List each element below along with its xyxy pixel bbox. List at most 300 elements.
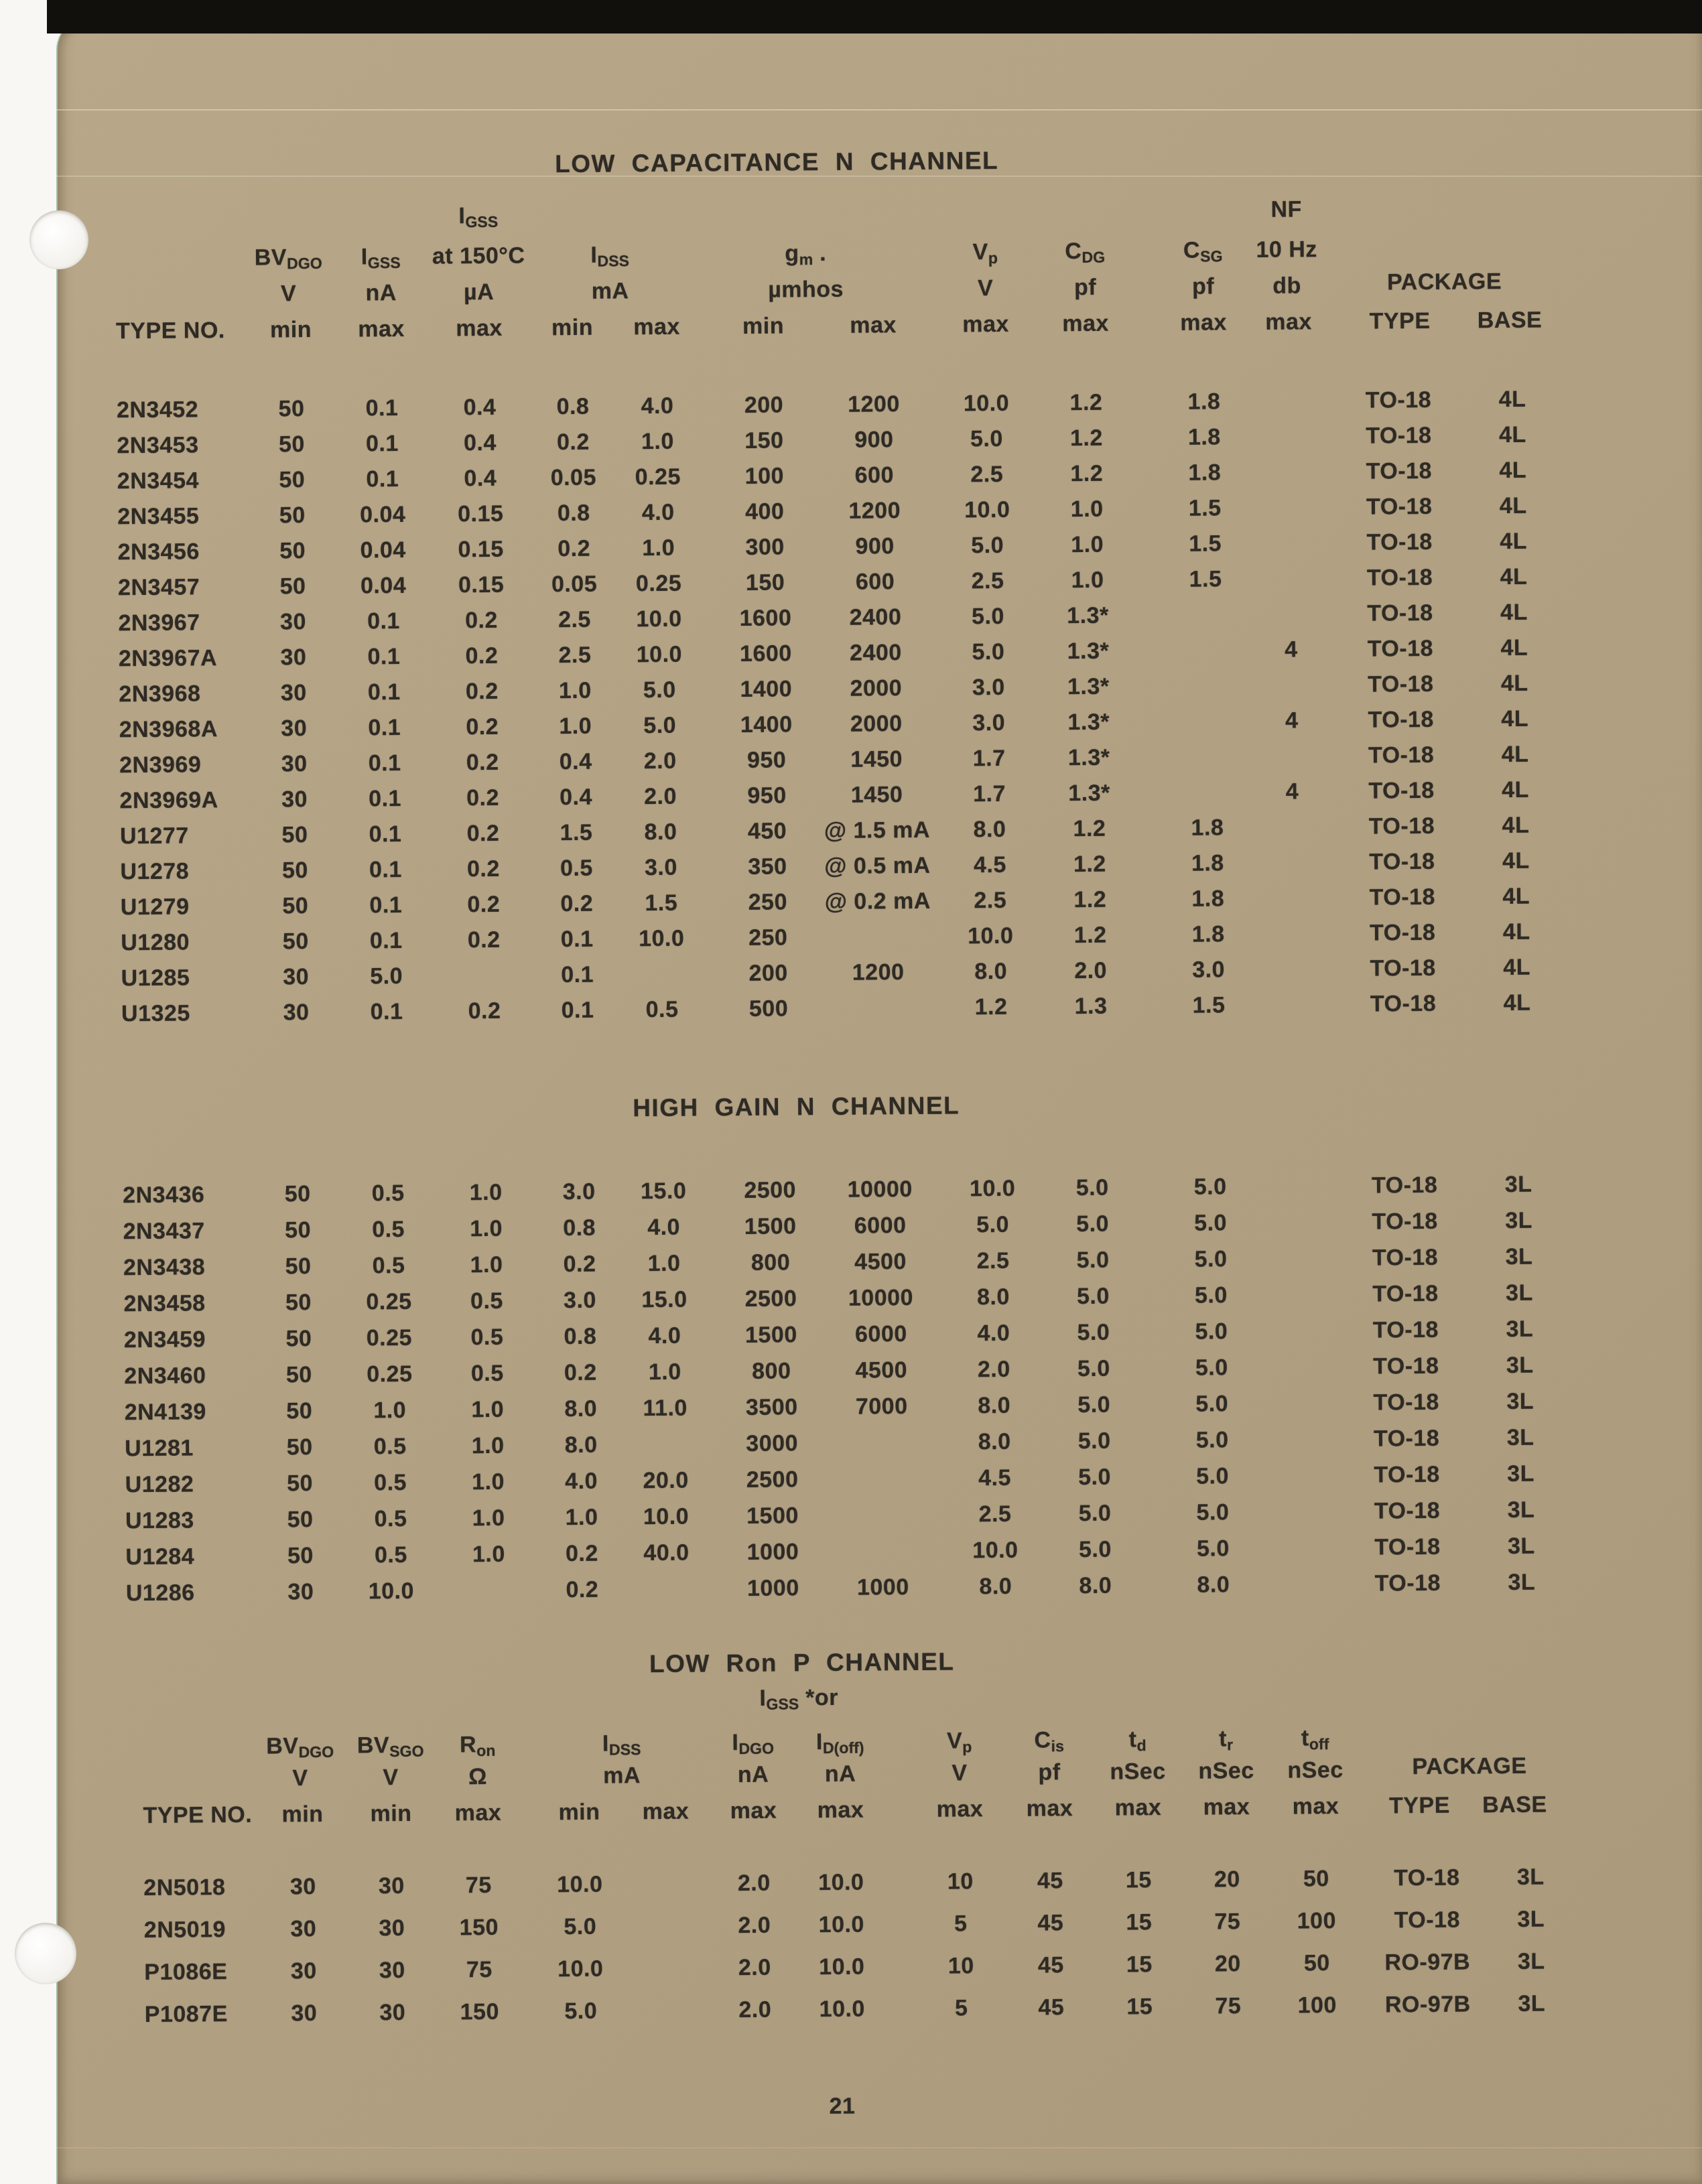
cell: 0.2 (466, 856, 500, 882)
cell: 1.8 (1187, 389, 1221, 415)
col-header: $g_m$ . (785, 240, 827, 268)
cell: 0.5 (470, 1324, 504, 1351)
cell: 4L (1500, 563, 1528, 590)
cell: 1.2 (1069, 425, 1103, 452)
type-no: U1279 (120, 894, 190, 920)
cell: 0.25 (635, 570, 682, 597)
cell: 50 (278, 431, 305, 458)
minmax-label: max (633, 314, 680, 340)
col-header: $BV_{DGO}$ (254, 245, 322, 272)
cell: 0.4 (463, 394, 497, 421)
cell: 4L (1501, 705, 1529, 732)
cell: TO-18 (1366, 564, 1433, 591)
cell: 1500 (744, 1213, 797, 1239)
cell: 1.0 (565, 1504, 598, 1531)
cell: 0.1 (365, 395, 399, 421)
cell: 45 (1037, 1868, 1063, 1894)
cell: 950 (746, 747, 787, 773)
cell: 1.3 (1074, 993, 1108, 1020)
minmax-label: min (558, 1799, 600, 1826)
cell: 1.5 (1188, 495, 1222, 521)
type-no: U1281 (125, 1435, 194, 1462)
minmax-label: min (370, 1800, 412, 1827)
cell: 900 (854, 427, 894, 453)
col-header: $BV_{SGO}$ (356, 1732, 424, 1760)
col-header: $R_{on}$ (459, 1732, 496, 1759)
cell: 30 (280, 644, 307, 671)
cell: 8.0 (978, 1428, 1011, 1455)
cell: TO-18 (1366, 422, 1432, 449)
cell: 0.05 (550, 464, 597, 491)
cell: 50 (285, 1253, 312, 1280)
cell: 0.5 (560, 855, 593, 882)
cell: TO-18 (1369, 919, 1436, 946)
table-subtitle: $I_{GSS}$ *or (759, 1684, 839, 1713)
cell: 1.0 (559, 713, 592, 740)
type-no: 2N4139 (124, 1399, 207, 1426)
cell: 6000 (854, 1213, 907, 1239)
cell: 150 (745, 569, 785, 596)
minmax-label: max (1292, 1793, 1339, 1820)
type-no: 2N3438 (123, 1254, 206, 1281)
cell: 450 (747, 818, 787, 844)
cell: 1600 (739, 605, 792, 632)
cell: 0.1 (369, 785, 402, 812)
cell: 150 (460, 1998, 500, 2025)
type-no-header: TYPE NO. (143, 1801, 253, 1829)
cell: 1450 (850, 746, 903, 772)
cell: 0.4 (560, 784, 593, 811)
cell: 5.0 (1076, 1211, 1110, 1237)
cell: 10.0 (819, 1954, 865, 1980)
cell: 2.5 (970, 461, 1004, 488)
cell: 350 (748, 854, 787, 880)
cell: 30 (287, 1579, 314, 1605)
cell: 45 (1037, 1910, 1064, 1936)
type-no-header: TYPE NO. (115, 318, 225, 344)
cell: 0.15 (457, 500, 504, 527)
type-no: 2N3456 (117, 539, 200, 565)
cell: 5.0 (564, 1998, 598, 2025)
cell: 4L (1502, 847, 1530, 874)
type-no: 2N3459 (123, 1326, 206, 1353)
cell: 3500 (745, 1394, 798, 1420)
col-header: 10 Hz (1256, 236, 1317, 263)
cell: 4.0 (648, 1322, 681, 1349)
cell: 5.0 (1194, 1246, 1228, 1272)
unit-label: nSec (1110, 1759, 1166, 1785)
cell: 1.5 (1192, 992, 1226, 1018)
cell: 0.1 (368, 714, 401, 741)
cell: 4L (1502, 918, 1530, 945)
cell: 0.5 (470, 1360, 504, 1387)
cell: 4L (1498, 421, 1526, 448)
cell: 50 (285, 1290, 312, 1316)
cell: 1.0 (470, 1251, 503, 1278)
cell: 75 (1215, 1993, 1242, 2019)
cell: 4.0 (641, 499, 675, 526)
cell: 150 (459, 1914, 499, 1941)
cell: 11.0 (643, 1395, 688, 1422)
cell: 950 (747, 782, 787, 809)
cell: 1.0 (472, 1505, 505, 1531)
cell: 45 (1038, 1994, 1065, 2021)
cell: 1.3* (1067, 673, 1110, 700)
col-header: $BV_{DGO}$ (266, 1733, 334, 1761)
cell: 1600 (739, 640, 792, 667)
unit-label: pf (1073, 274, 1097, 301)
cell: 2500 (744, 1177, 797, 1203)
cell: 1.0 (472, 1469, 505, 1495)
cell: TO-18 (1394, 1907, 1461, 1933)
cell: 30 (379, 1957, 405, 1984)
cell: 0.2 (466, 749, 499, 776)
cell: 45 (1037, 1952, 1064, 1978)
cell: 4.0 (647, 1214, 681, 1241)
cell: 3.0 (1192, 957, 1226, 983)
cell: 1.2 (974, 994, 1008, 1020)
cell: 5.0 (1194, 1210, 1228, 1236)
package-subheader: BASE (1482, 1791, 1547, 1818)
unit-label: V (292, 1765, 308, 1791)
cell: 3L (1507, 1460, 1535, 1487)
cell: 75 (1214, 1909, 1241, 1935)
cell: 30 (290, 1958, 317, 1984)
cell: 1.5 (1189, 531, 1222, 557)
cell: 150 (744, 427, 784, 454)
cell: 2500 (744, 1286, 797, 1312)
cell: 0.4 (464, 465, 497, 492)
cell: 1.0 (469, 1179, 503, 1206)
type-no: 2N3968 (119, 681, 201, 707)
cell: 2.0 (643, 748, 677, 774)
col-header: $C_{SG}$ (1183, 237, 1223, 265)
minmax-label: max (1062, 310, 1109, 337)
cell: 1.8 (1188, 460, 1222, 486)
cell: 2000 (850, 675, 903, 701)
package-header: PACKAGE (1386, 269, 1502, 295)
cell: 20.0 (643, 1467, 689, 1494)
col-header: at 150°C (432, 243, 525, 269)
cell: 10000 (847, 1176, 913, 1203)
cell: 30 (279, 609, 307, 635)
cell: 1.8 (1191, 815, 1224, 841)
cell: 6000 (854, 1321, 907, 1347)
cell: 0.2 (556, 429, 590, 456)
cell: 4L (1502, 776, 1530, 803)
cell: 15.0 (640, 1178, 687, 1205)
unit-label: V (280, 281, 297, 307)
cell: 5.0 (970, 425, 1003, 452)
cell: 50 (278, 396, 305, 422)
cell: 3L (1505, 1280, 1533, 1306)
cell: 0.04 (360, 537, 406, 563)
cell: 50 (1303, 1866, 1329, 1892)
cell: 0.4 (463, 429, 497, 456)
cell: 0.2 (465, 678, 499, 705)
cell: 50 (279, 538, 306, 564)
cell: 1.0 (472, 1541, 505, 1568)
cell: 0.2 (565, 1540, 598, 1567)
cell: 4L (1499, 457, 1527, 484)
cell: 1.2 (1073, 815, 1106, 842)
package-subheader: TYPE (1369, 308, 1431, 334)
cell: 0.2 (566, 1576, 599, 1603)
cell: 0.05 (551, 571, 598, 598)
cell: 0.5 (645, 996, 679, 1023)
cell: 5.0 (976, 1211, 1010, 1238)
cell: 15 (1125, 1867, 1152, 1893)
cell: 2500 (746, 1466, 799, 1493)
unit-label: mA (602, 1763, 641, 1789)
cell: 10000 (848, 1285, 914, 1311)
cell: 50 (285, 1362, 312, 1388)
cell: 1.5 (645, 890, 678, 916)
cell: TO-18 (1366, 458, 1433, 484)
cell: 4L (1500, 634, 1528, 661)
cell: 5 (954, 1995, 968, 2021)
cell: 4.0 (565, 1468, 598, 1495)
cell: 2.5 (971, 567, 1004, 594)
cell: 10.0 (972, 1537, 1019, 1564)
unit-label: nSec (1198, 1758, 1254, 1784)
cell: 0.1 (367, 608, 401, 634)
cell: 0.2 (465, 642, 499, 669)
type-no: U1325 (121, 1000, 190, 1027)
type-no: U1284 (125, 1544, 195, 1570)
cell: 5.0 (972, 638, 1005, 665)
type-no: U1280 (121, 929, 190, 956)
minmax-label: max (456, 315, 503, 342)
cell: 600 (855, 569, 895, 595)
cell: 4.5 (978, 1464, 1012, 1491)
cell: TO-18 (1368, 813, 1435, 839)
cell: 5.0 (1078, 1500, 1112, 1527)
cell: 2.5 (558, 606, 592, 633)
cell: TO-18 (1369, 848, 1435, 875)
col-header: $V_p$ (946, 1728, 972, 1756)
cell: 0.15 (458, 536, 504, 563)
cell: 4 (1285, 778, 1299, 805)
cell: 0.1 (369, 892, 403, 918)
cell: 4L (1503, 954, 1531, 981)
cell: 8.0 (974, 958, 1008, 985)
cell: 5.0 (1193, 1174, 1227, 1200)
type-no: 2N3969 (119, 752, 202, 778)
cell: 0.5 (470, 1288, 504, 1314)
unit-label: db (1272, 273, 1302, 299)
cell: 1200 (848, 498, 901, 524)
cell: 8.0 (1079, 1572, 1112, 1599)
table-title: LOW CAPACITANCE N CHANNEL (554, 146, 999, 178)
cell: TO-18 (1374, 1570, 1441, 1596)
cell: 4L (1499, 492, 1527, 519)
cell: 1.0 (647, 1250, 681, 1277)
cell: 2.0 (737, 1870, 771, 1897)
cell: 15.0 (641, 1286, 688, 1313)
cell: 1.2 (1070, 460, 1104, 487)
cell: 30 (379, 1999, 406, 2026)
cell: 20 (1214, 1951, 1241, 1977)
cell: 5 (954, 1911, 968, 1937)
cell: 2.5 (974, 887, 1007, 914)
cell: 800 (752, 1358, 791, 1384)
cell: 0.1 (369, 856, 402, 883)
cell: 30 (379, 1915, 405, 1941)
type-no: 2N3452 (116, 397, 199, 423)
cell: 1.0 (1070, 496, 1104, 523)
cell: 5.0 (971, 603, 1004, 630)
type-no: U1286 (125, 1580, 195, 1607)
cell: 4.0 (641, 393, 674, 419)
cell: 3.0 (972, 709, 1006, 736)
cell: 1.3* (1067, 709, 1110, 736)
type-no: P1087E (144, 2001, 228, 2028)
cell: 8.0 (564, 1432, 598, 1458)
minmax-label: min (281, 1801, 324, 1828)
unit-label: Ω (468, 1764, 488, 1790)
cell: 1.0 (1071, 567, 1104, 594)
cell: 3L (1506, 1424, 1534, 1451)
type-no: 2N3455 (117, 503, 200, 530)
cell: 0.2 (466, 784, 500, 811)
cell: 0.2 (563, 1251, 596, 1278)
cell: 3L (1517, 1906, 1545, 1932)
cell: 5.0 (1196, 1463, 1230, 1489)
cell: 1.7 (973, 780, 1006, 807)
col-header: $C_{is}$ (1034, 1727, 1064, 1755)
cell: 10.0 (636, 606, 682, 632)
cell: 50 (287, 1507, 314, 1533)
cell: TO-18 (1370, 955, 1436, 981)
cell: 5.0 (1078, 1536, 1112, 1563)
cell: 0.8 (563, 1215, 596, 1241)
minmax-label: max (1114, 1795, 1162, 1821)
cell: 0.25 (366, 1324, 413, 1351)
cell: 0.2 (467, 927, 501, 953)
cell: 30 (291, 2000, 318, 2027)
cell: 0.25 (366, 1288, 412, 1315)
cell: 5.0 (1194, 1282, 1228, 1308)
cell: 0.2 (464, 607, 499, 634)
minmax-label: max (962, 311, 1009, 338)
cell: 10.0 (557, 1871, 603, 1898)
cell: 3L (1508, 1569, 1536, 1596)
cell: TO-18 (1372, 1244, 1439, 1271)
cell: 0.2 (468, 998, 501, 1024)
cell: 0.1 (366, 466, 399, 492)
cell: 1.2 (1073, 886, 1107, 913)
cell: 5.0 (1076, 1247, 1110, 1274)
cell: 0.2 (466, 713, 499, 740)
cell: 7000 (855, 1393, 908, 1420)
col-header: NF (1270, 196, 1303, 222)
cell: RO-97B (1384, 1949, 1471, 1976)
unit-label: V (952, 1760, 968, 1786)
cell: 8.0 (564, 1395, 598, 1422)
cell: 200 (748, 960, 788, 986)
cell: 1.8 (1191, 886, 1225, 912)
cell: 5.0 (643, 677, 676, 703)
col-header: $t_d$ (1128, 1726, 1147, 1754)
cell: 50 (279, 467, 306, 493)
type-no: 2N3967 (118, 610, 200, 636)
type-no: 2N3437 (123, 1218, 205, 1245)
cell: 800 (750, 1249, 791, 1276)
cell: 10 (947, 1953, 974, 1979)
cell: 900 (855, 533, 895, 559)
cell: 1.2 (1073, 851, 1106, 878)
cell: 15 (1126, 1952, 1153, 1978)
cell: 50 (282, 893, 309, 919)
unit-label: nA (737, 1761, 769, 1788)
cell: 50 (1303, 1950, 1330, 1976)
cell: 4L (1500, 528, 1528, 555)
cell: 5.0 (1195, 1355, 1228, 1381)
cell: TO-18 (1373, 1425, 1440, 1452)
cell: 5.0 (1196, 1535, 1230, 1562)
table-title: HIGH GAIN N CHANNEL (633, 1091, 960, 1122)
type-no: P1086E (144, 1959, 228, 1986)
cell: 8.0 (979, 1573, 1012, 1600)
cell: 0.5 (372, 1216, 405, 1243)
cell: 100 (1297, 1908, 1337, 1934)
cell: TO-18 (1368, 706, 1434, 733)
cell: 0.5 (373, 1433, 407, 1460)
cell: 2400 (849, 640, 902, 666)
cell: 600 (854, 462, 895, 488)
cell: 1.0 (471, 1432, 505, 1459)
cell: 3L (1507, 1533, 1535, 1560)
unit-label: nSec (1287, 1757, 1344, 1783)
cell: 1.2 (1069, 389, 1103, 416)
cell: 3.0 (563, 1287, 596, 1314)
cell: 30 (283, 964, 310, 990)
cell: 50 (281, 858, 308, 884)
cell: 30 (281, 751, 308, 777)
cell: 50 (285, 1217, 312, 1243)
cell: 1.0 (558, 677, 592, 704)
cell: 4L (1503, 989, 1531, 1016)
cell: 10.0 (818, 1869, 864, 1896)
cell: 2.5 (558, 642, 592, 669)
cell: 2.0 (738, 1996, 772, 2023)
cell: 30 (289, 1874, 316, 1900)
cell: 5.0 (1077, 1428, 1111, 1454)
unit-label: V (977, 275, 994, 301)
cell: 20 (1214, 1866, 1240, 1893)
cell: 4L (1501, 741, 1529, 768)
cell: 5.0 (1076, 1283, 1110, 1310)
cell: TO-18 (1371, 1172, 1438, 1199)
cell: TO-18 (1368, 671, 1434, 697)
cell: TO-18 (1369, 884, 1436, 910)
minmax-label: min (269, 317, 312, 343)
cell: 1200 (848, 391, 900, 417)
cell: 8.0 (976, 1284, 1010, 1310)
cell: 2000 (850, 711, 903, 737)
cell: 400 (744, 498, 785, 525)
cell: 3000 (746, 1430, 799, 1456)
cell: 1.0 (470, 1215, 503, 1242)
unit-label: pf (1191, 273, 1215, 299)
cell: 50 (279, 502, 306, 529)
cell: 1.0 (648, 1359, 681, 1385)
cell: TO-18 (1367, 600, 1433, 626)
cell: 0.1 (561, 961, 594, 988)
cell: 5.0 (1195, 1427, 1229, 1453)
cell: 10.0 (969, 1175, 1016, 1202)
